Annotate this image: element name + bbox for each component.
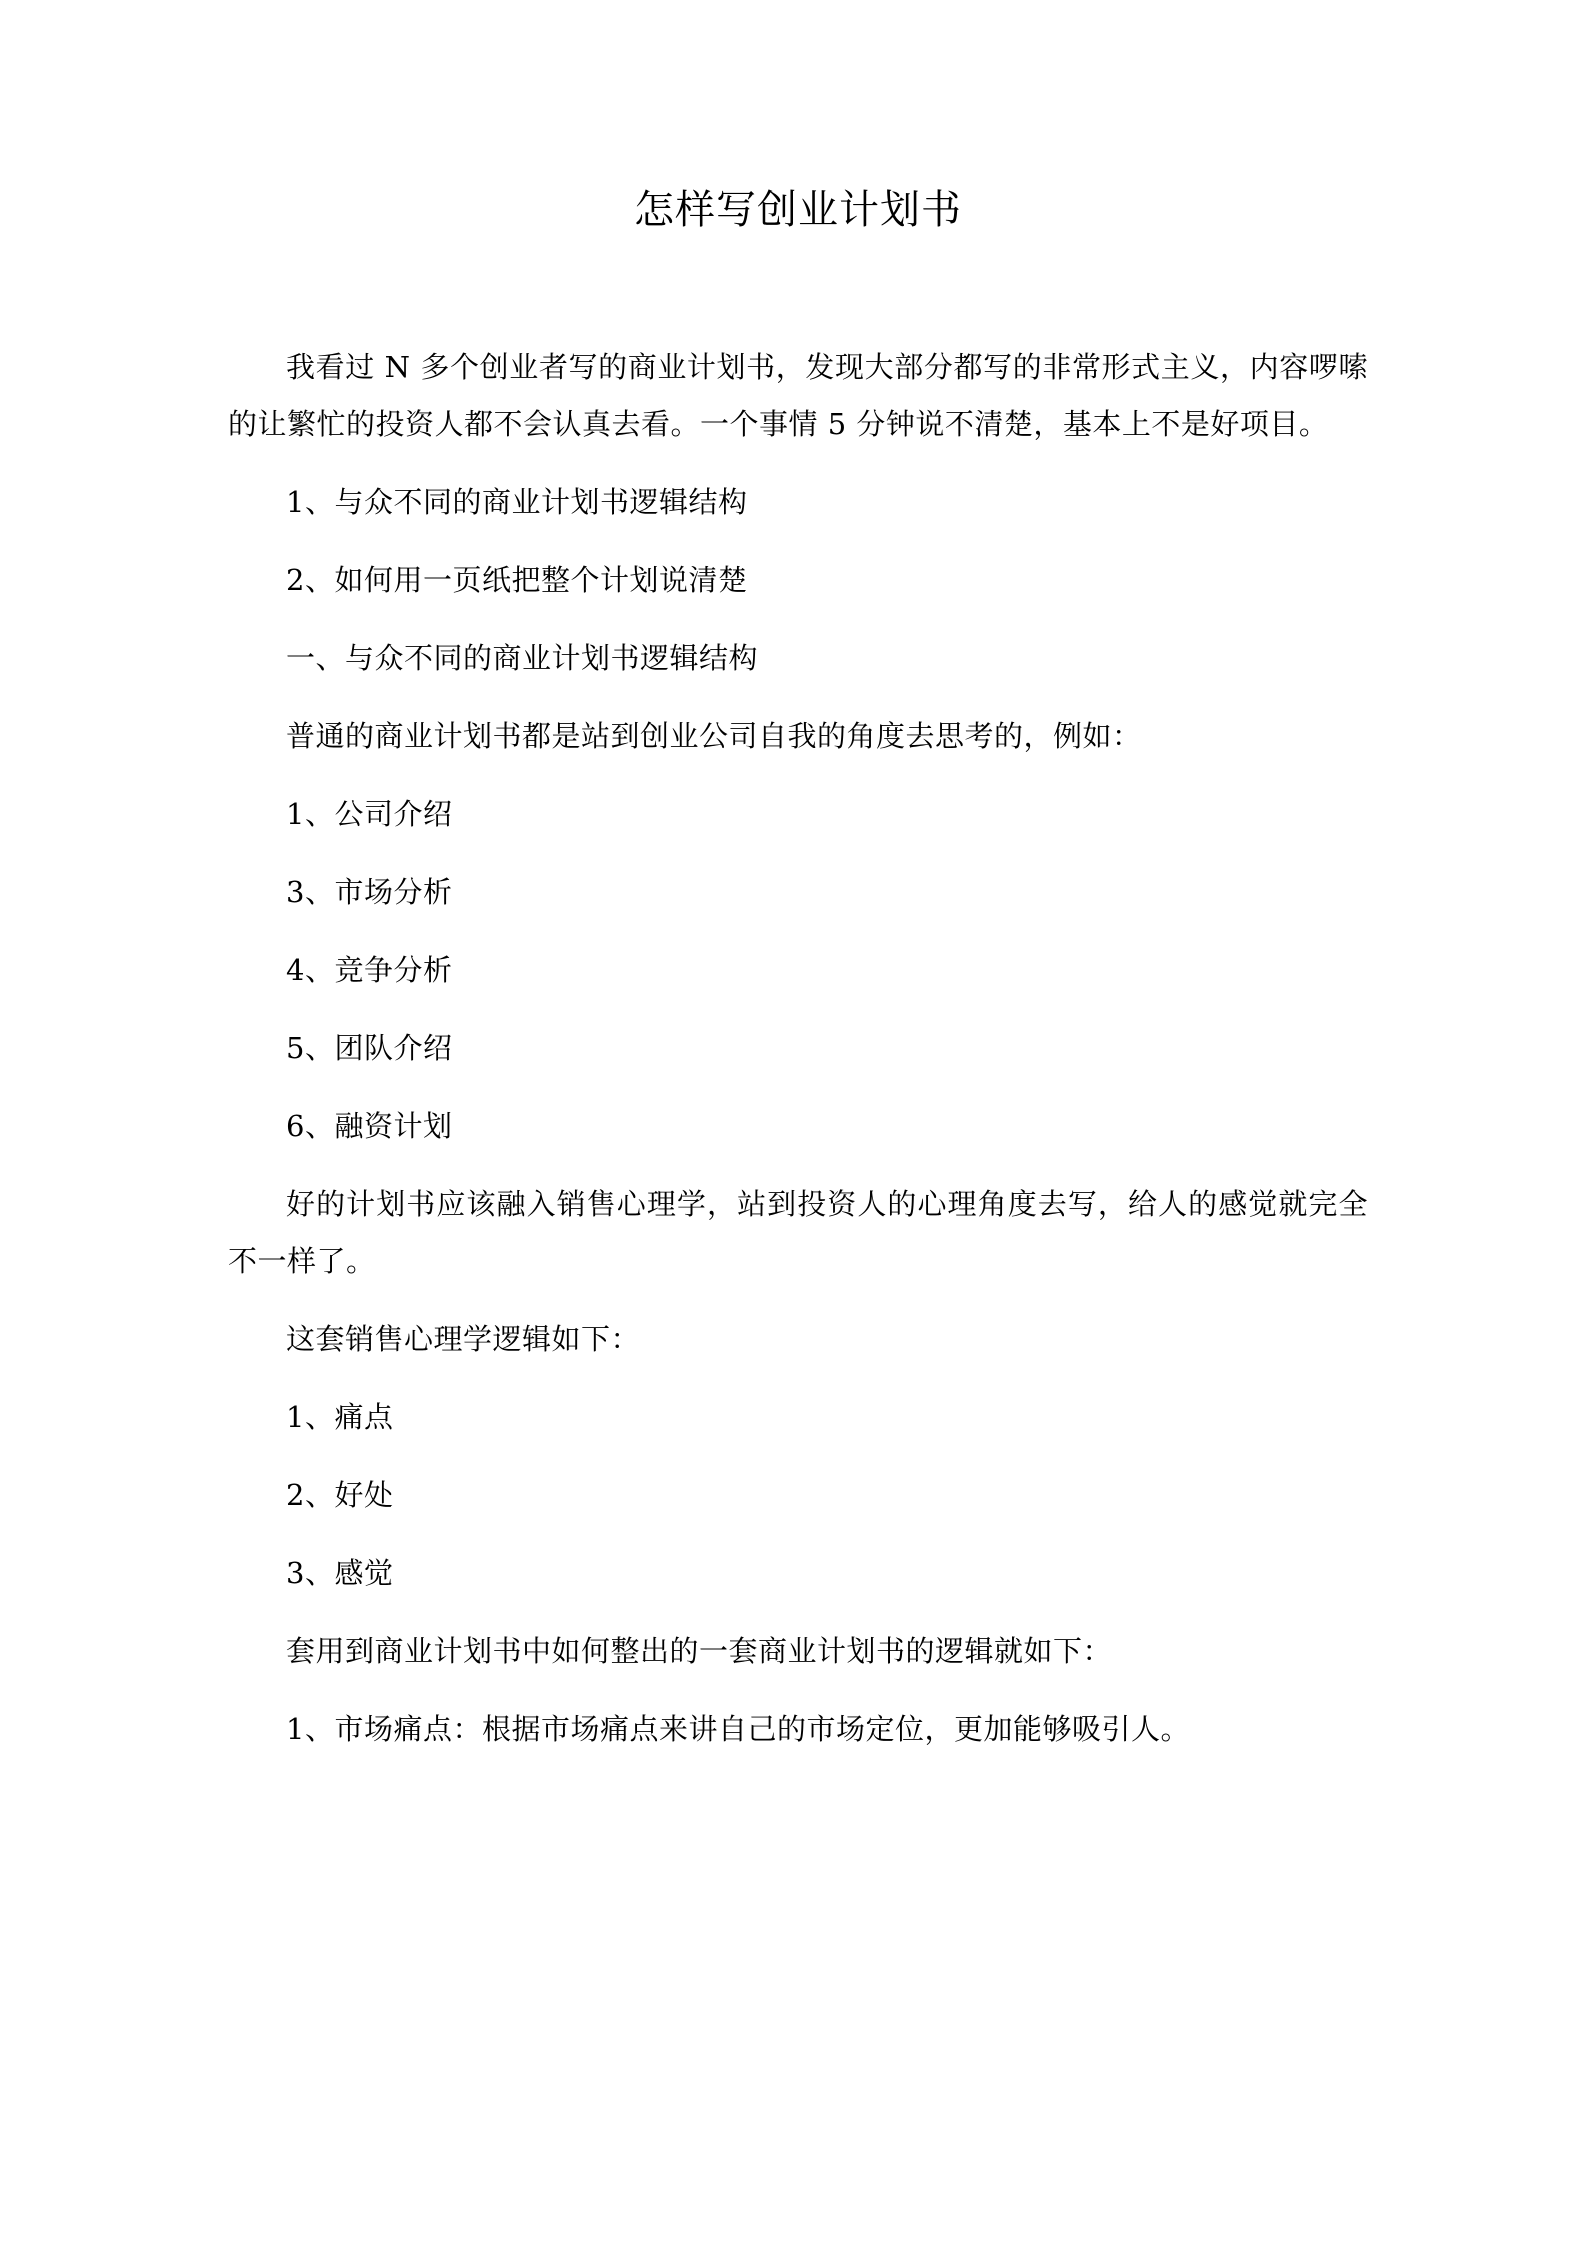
list-item-outline-1: 1、与众不同的商业计划书逻辑结构 — [286, 485, 748, 519]
list-item-outline-2: 2、如何用一页纸把整个计划说清楚 — [286, 563, 748, 597]
paragraph-apply-lead: 套用到商业计划书中如何整出的一套商业计划书的逻辑就如下： — [286, 1634, 1113, 1668]
section-heading-1: 一、与众不同的商业计划书逻辑结构 — [286, 641, 759, 675]
paragraph-psychology-intro: 好的计划书应该融入销售心理学，站到投资人的心理角度去写，给人的感觉就完全不一样了。 — [228, 1187, 1368, 1278]
list-item-feeling: 3、感觉 — [286, 1556, 394, 1590]
list-item-market-analysis: 3、市场分析 — [286, 875, 453, 909]
list-item-benefit: 2、好处 — [286, 1478, 394, 1512]
paragraph-psychology-logic-lead: 这套销售心理学逻辑如下： — [286, 1322, 641, 1356]
paragraph-section-1-intro: 普通的商业计划书都是站到创业公司自我的角度去思考的，例如： — [286, 719, 1142, 753]
paragraph-intro: 我看过 N 多个创业者写的商业计划书，发现大部分都写的非常形式主义，内容啰嗦的让繁忙的投资人都不会认真去看。一个事情 5 分钟说不清楚，基本上不是好项目。 — [228, 350, 1368, 441]
list-item-financing-plan: 6、融资计划 — [286, 1109, 453, 1143]
list-item-competition-analysis: 4、竞争分析 — [286, 953, 453, 987]
page-content — [228, 0, 1368, 1779]
list-item-market-pain-point: 1、市场痛点：根据市场痛点来讲自己的市场定位，更加能够吸引人。 — [286, 1712, 1190, 1746]
list-item-team-intro: 5、团队介绍 — [286, 1031, 453, 1065]
page-title: 怎样写创业计划书 — [634, 187, 962, 233]
document-body — [228, 339, 1368, 1758]
list-item-pain-point: 1、痛点 — [286, 1400, 394, 1434]
list-item-company-intro: 1、公司介绍 — [286, 797, 453, 831]
